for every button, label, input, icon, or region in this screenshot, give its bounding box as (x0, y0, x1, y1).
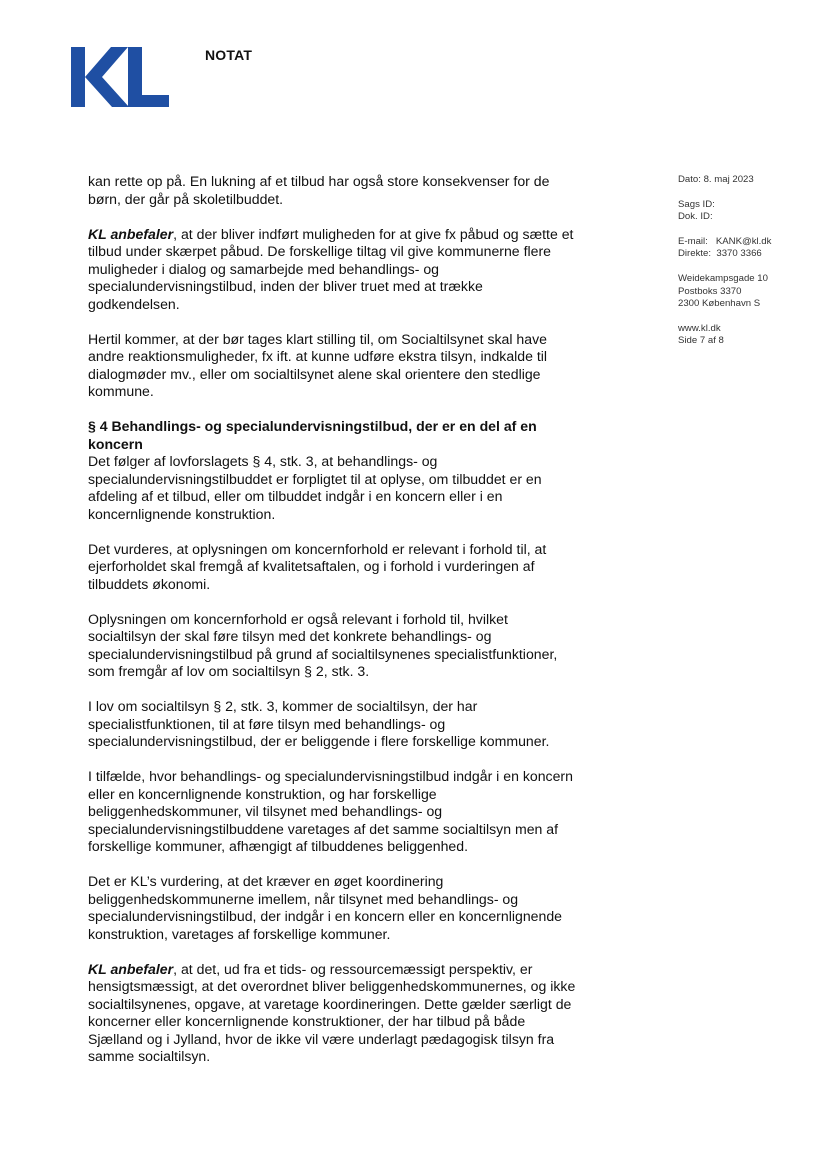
email-field: E-mail: KANK@kl.dk (678, 236, 772, 247)
paragraph-6: Oplysningen om koncernforhold er også relevant i forhold til, hvilket socialtilsyn der skal føre tilsyn med det konkrete behandlings- og specialundervisningstilbud på grund af socialtilsynenes specialistfunktioner, som fremgår af lov om socialtilsyn § 2, stk. 3. (88, 610, 558, 679)
address-line-1: Weidekampsgade 10 (678, 273, 768, 285)
direct-phone-field: Direkte: 3370 3366 (678, 248, 762, 260)
document-type-label: NOTAT (205, 47, 253, 63)
kl-logo (71, 47, 169, 107)
date-field: Dato: 8. maj 2023 (678, 174, 754, 185)
section-heading: § 4 Behandlings- og specialundervisningstilbud, der er en del af en koncern (88, 418, 537, 452)
document-meta-sidebar (678, 174, 808, 360)
paragraph-5: Det vurderes, at oplysningen om koncernforhold er relevant i forhold til, at ejerforholdet skal fremgå af kvalitetsaftalen, og i forhold i vurderingen af tilbuddets økonomi. (88, 540, 547, 592)
address-line-3: 2300 København S (678, 298, 761, 310)
recommendation-lead: KL anbefaler (88, 225, 174, 242)
doc-id-field: Dok. ID: (678, 211, 713, 223)
website-link[interactable]: www.kl.dk (678, 322, 721, 334)
recommendation-lead: KL anbefaler (88, 960, 174, 977)
paragraph-10-text: , at det, ud fra et tids- og ressourcemæssigt perspektiv, er hensigtsmæssigt, at det overordnet bliver beliggenhedskommunernes, og ikke socialtilsynenes, opgave, at varetage koordineringen. Dette gælder særligt de koncerner eller koncernlignende konstruktioner, der har tilbud på både Sjælland og i Jylland, hvor de ikke vil være underlagt pædagogisk tilsyn fra samme socialtilsyn. (88, 960, 576, 1064)
page-number: Side 7 af 8 (678, 335, 724, 347)
paragraph-4: Det følger af lovforslagets § 4, stk. 3, at behandlings- og specialundervisningstilbuddet er forpligtet til at oplyse, om tilbuddet er en afdeling af et tilbud, eller om tilbuddet indgår i en koncern eller i en koncernlignende konstruktion. (88, 453, 542, 522)
paragraph-10 (88, 961, 578, 1066)
paragraph-3: Hertil kommer, at der bør tages klart stilling til, om Socialtilsynet skal have andre reaktionsmuligheder, fx ift. at kunne udføre ekstra tilsyn, indkalde til dialogmøder mv., eller om socialtilsynet alene skal orientere den stedlige kommune. (88, 330, 548, 399)
paragraph-8: I tilfælde, hvor behandlings- og specialundervisningstilbud indgår i en koncern eller en koncernlignende konstruktion, og har forskellige beliggenhedskommuner, vil tilsynet med behandlings- og specialundervisningstilbuddene varetages af det samme socialtilsyn men af forskellige kommuner, afhængigt af tilbuddenes beliggenhed. (88, 768, 573, 854)
paragraph-1: kan rette op på. En lukning af et tilbud har også store konsekvenser for de børn, der går på skoletilbuddet. (88, 173, 550, 207)
document-body (88, 173, 578, 1083)
case-id-field: Sags ID: (678, 198, 715, 210)
paragraph-7: I lov om socialtilsyn § 2, stk. 3, kommer de socialtilsyn, der har specialistfunktionen, til at føre tilsyn med behandlings- og specialundervisningstilbud, der er beliggende i flere forskellige kommuner. (88, 698, 550, 749)
address-line-2: Postboks 3370 (678, 285, 742, 297)
paragraph-2-text: , at der bliver indført muligheden for at give fx påbud og sætte et tilbud under skærpet påbud. De forskellige tiltag vil give kommunerne flere muligheder i dialog og samarbejde med behandlings- og specialundervisningstilbud, inden der bliver truet med at trække godkendelsen. (88, 225, 574, 312)
paragraph-9: Det er KL’s vurdering, at det kræver en øget koordinering beliggenhedskommunerne imellem, når tilsynet med behandlings- og specialundervisningstilbud, der indgår i en koncern eller en koncernlignende konstruktion, varetages af forskellige kommuner. (88, 873, 563, 942)
paragraph-2 (88, 226, 578, 314)
